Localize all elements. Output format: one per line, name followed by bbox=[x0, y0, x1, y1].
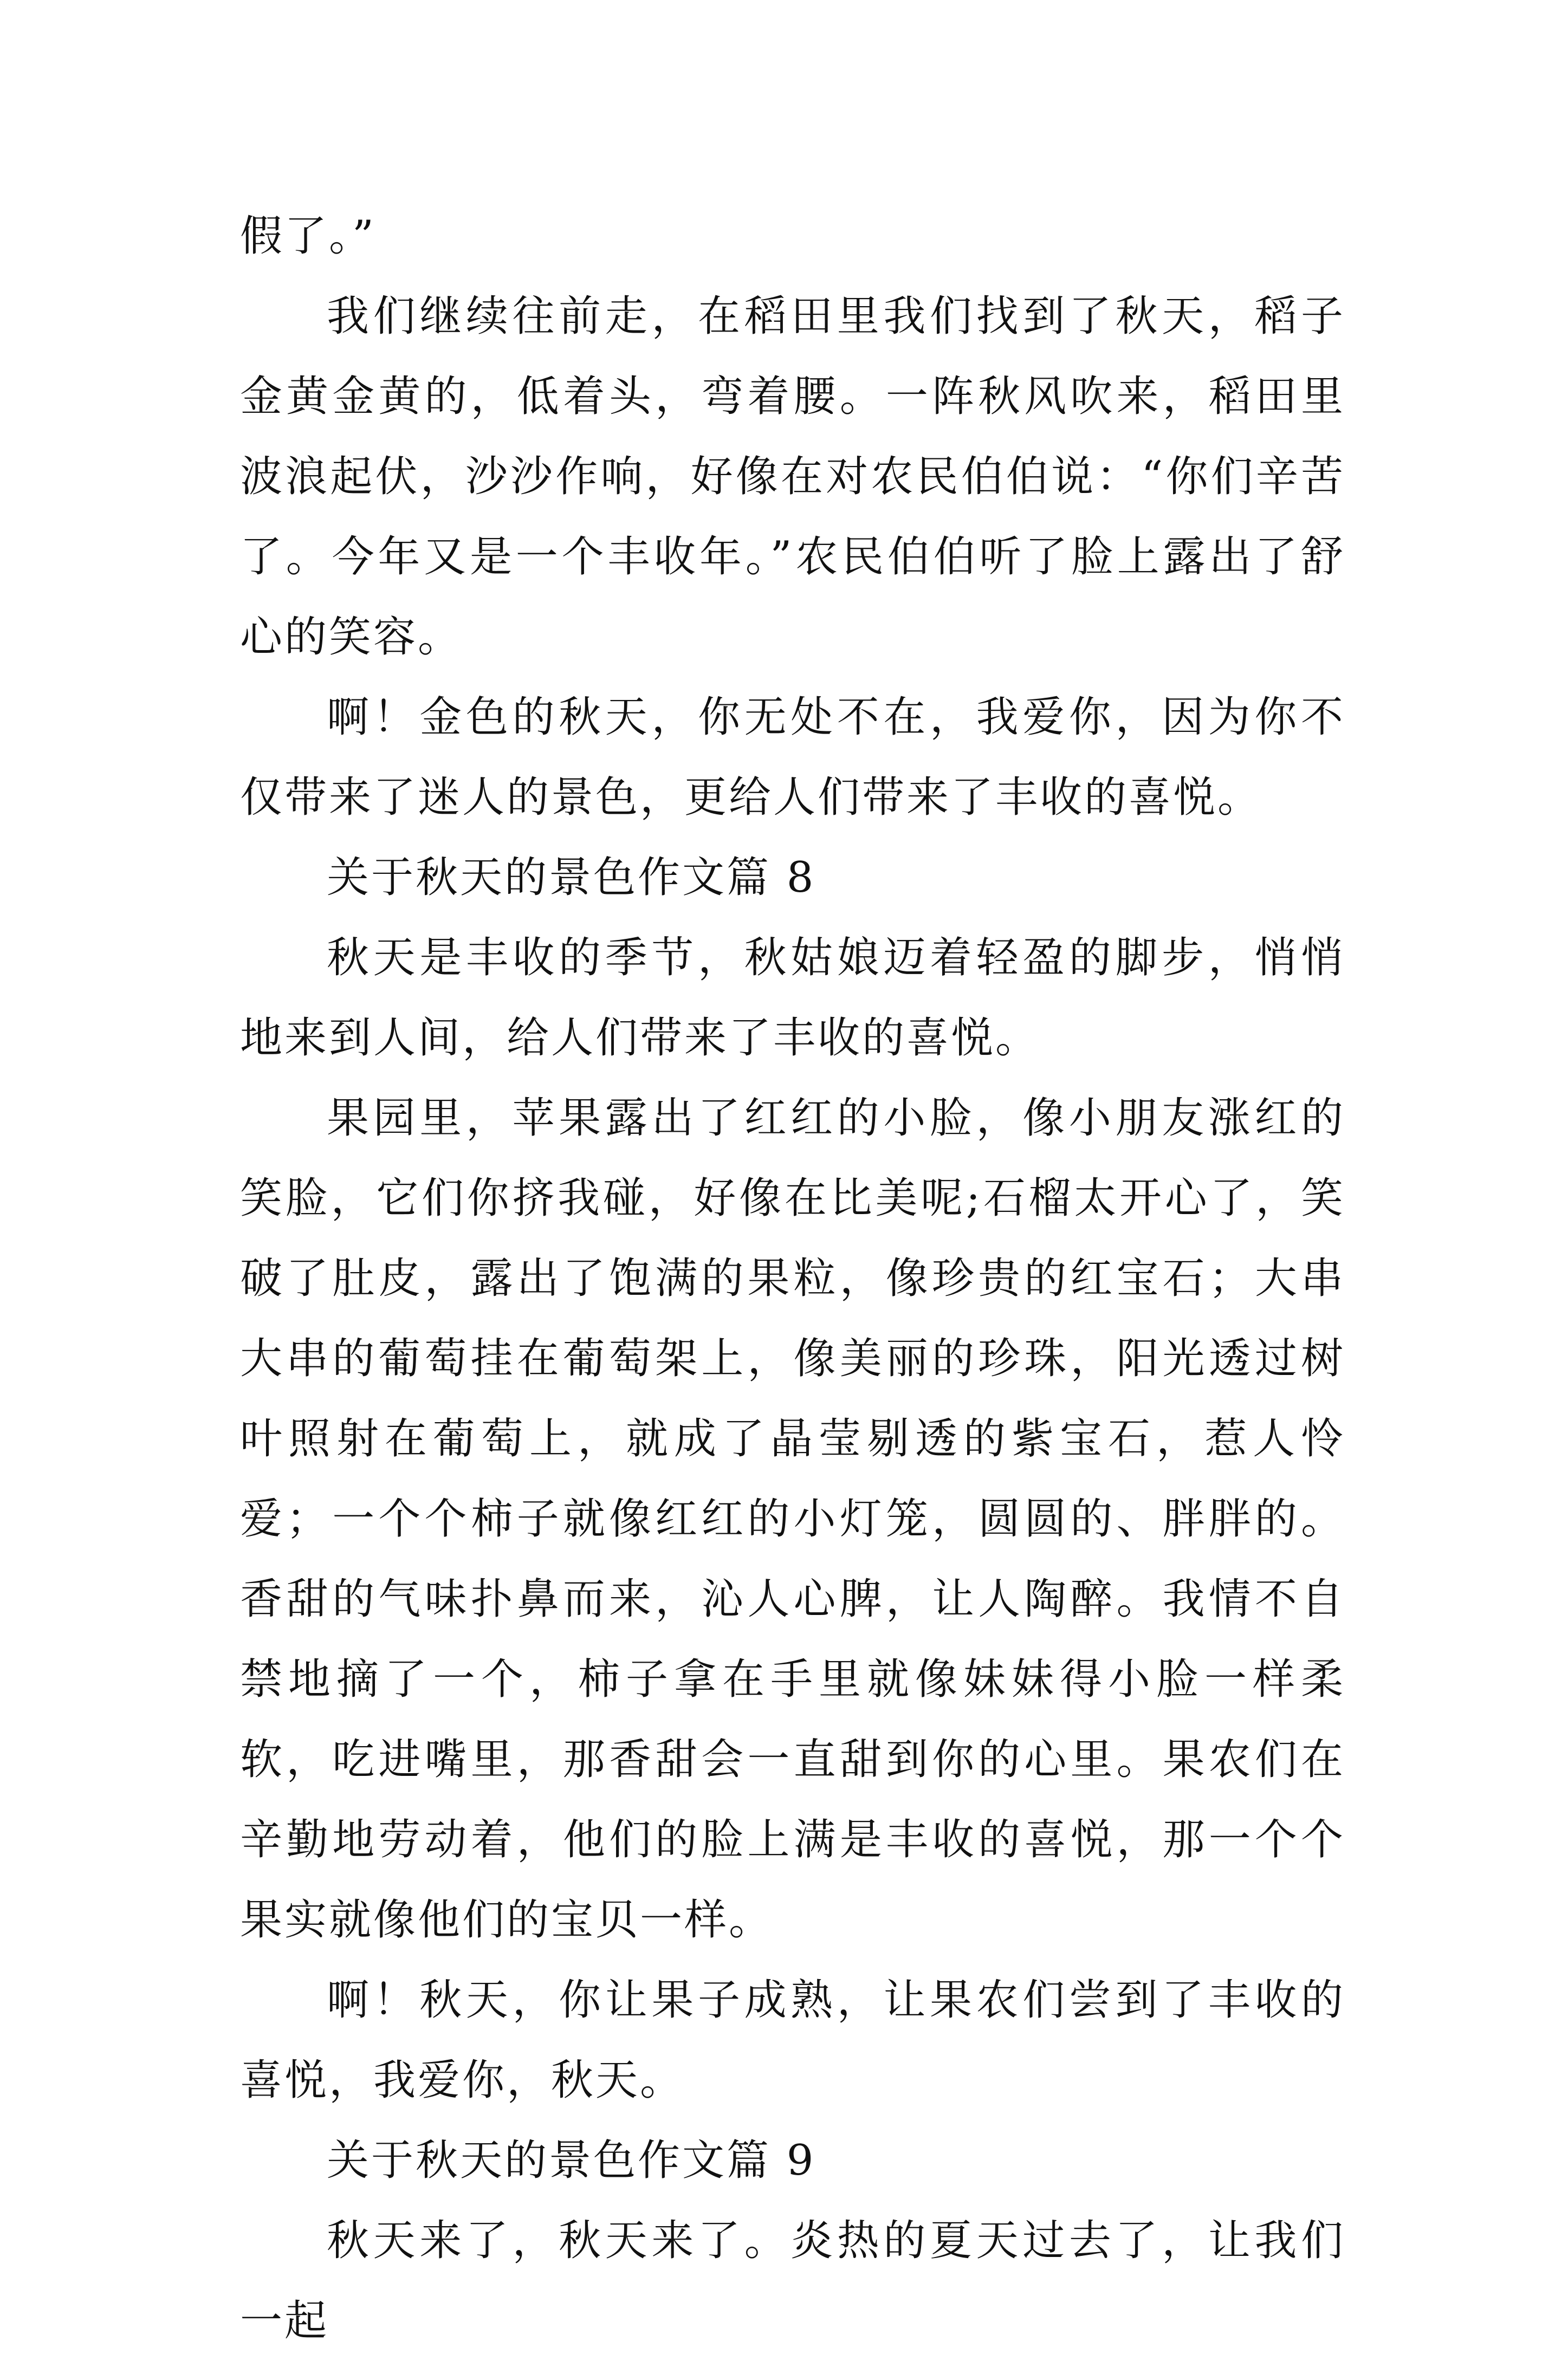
paragraph-continuation: 假了。” bbox=[240, 212, 376, 261]
essay-heading-8: 关于秋天的景色作文篇 8 bbox=[327, 853, 816, 902]
paragraph-autumn-fruit: 啊！秋天，你让果子成熟，让果农们尝到了丰收的喜悦，我爱你，秋天。 bbox=[240, 1976, 1345, 2105]
paragraph-golden-autumn: 啊！金色的秋天，你无处不在，我爱你，因为你不仅带来了迷人的景色，更给人们带来了丰收的喜悦。 bbox=[240, 693, 1345, 822]
essay-heading-9: 关于秋天的景色作文篇 9 bbox=[327, 2136, 816, 2185]
paragraph-harvest-season: 秋天是丰收的季节，秋姑娘迈着轻盈的脚步，悄悄地来到人间，给人们带来了丰收的喜悦。 bbox=[240, 933, 1345, 1062]
paragraph-autumn-arrives: 秋天来了，秋天来了。炎热的夏天过去了，让我们一起 bbox=[240, 2216, 1345, 2345]
paragraph-orchard: 果园里，苹果露出了红红的小脸，像小朋友涨红的笑脸，它们你挤我碰，好像在比美呢;石榴太开心了，笑破了肚皮，露出了饱满的果粒，像珍贵的红宝石；大串大串的葡萄挂在葡萄架上，像美丽的珍珠，阳光透过树叶照射在葡萄上，就成了晶莹剔透的紫宝石，惹人怜爱；一个个柿子就像红红的小灯笼，圆圆的、胖胖的。香甜的气味扑鼻而来，沁人心脾，让人陶醉。我情不自禁地摘了一个，柿子拿在手里就像妹妹得小脸一样柔软，吃进嘴里，那香甜会一直甜到你的心里。果农们在辛勤地劳动着，他们的脸上满是丰收的喜悦，那一个个果实就像他们的宝贝一样。 bbox=[240, 1094, 1345, 1944]
document-body bbox=[240, 196, 1345, 2361]
paragraph-rice-field: 我们继续往前走，在稻田里我们找到了秋天，稻子金黄金黄的，低着头，弯着腰。一阵秋风吹来，稻田里波浪起伏，沙沙作响，好像在对农民伯伯说：“你们辛苦了。今年又是一个丰收年。”农民伯伯听了脸上露出了舒心的笑容。 bbox=[240, 292, 1345, 661]
